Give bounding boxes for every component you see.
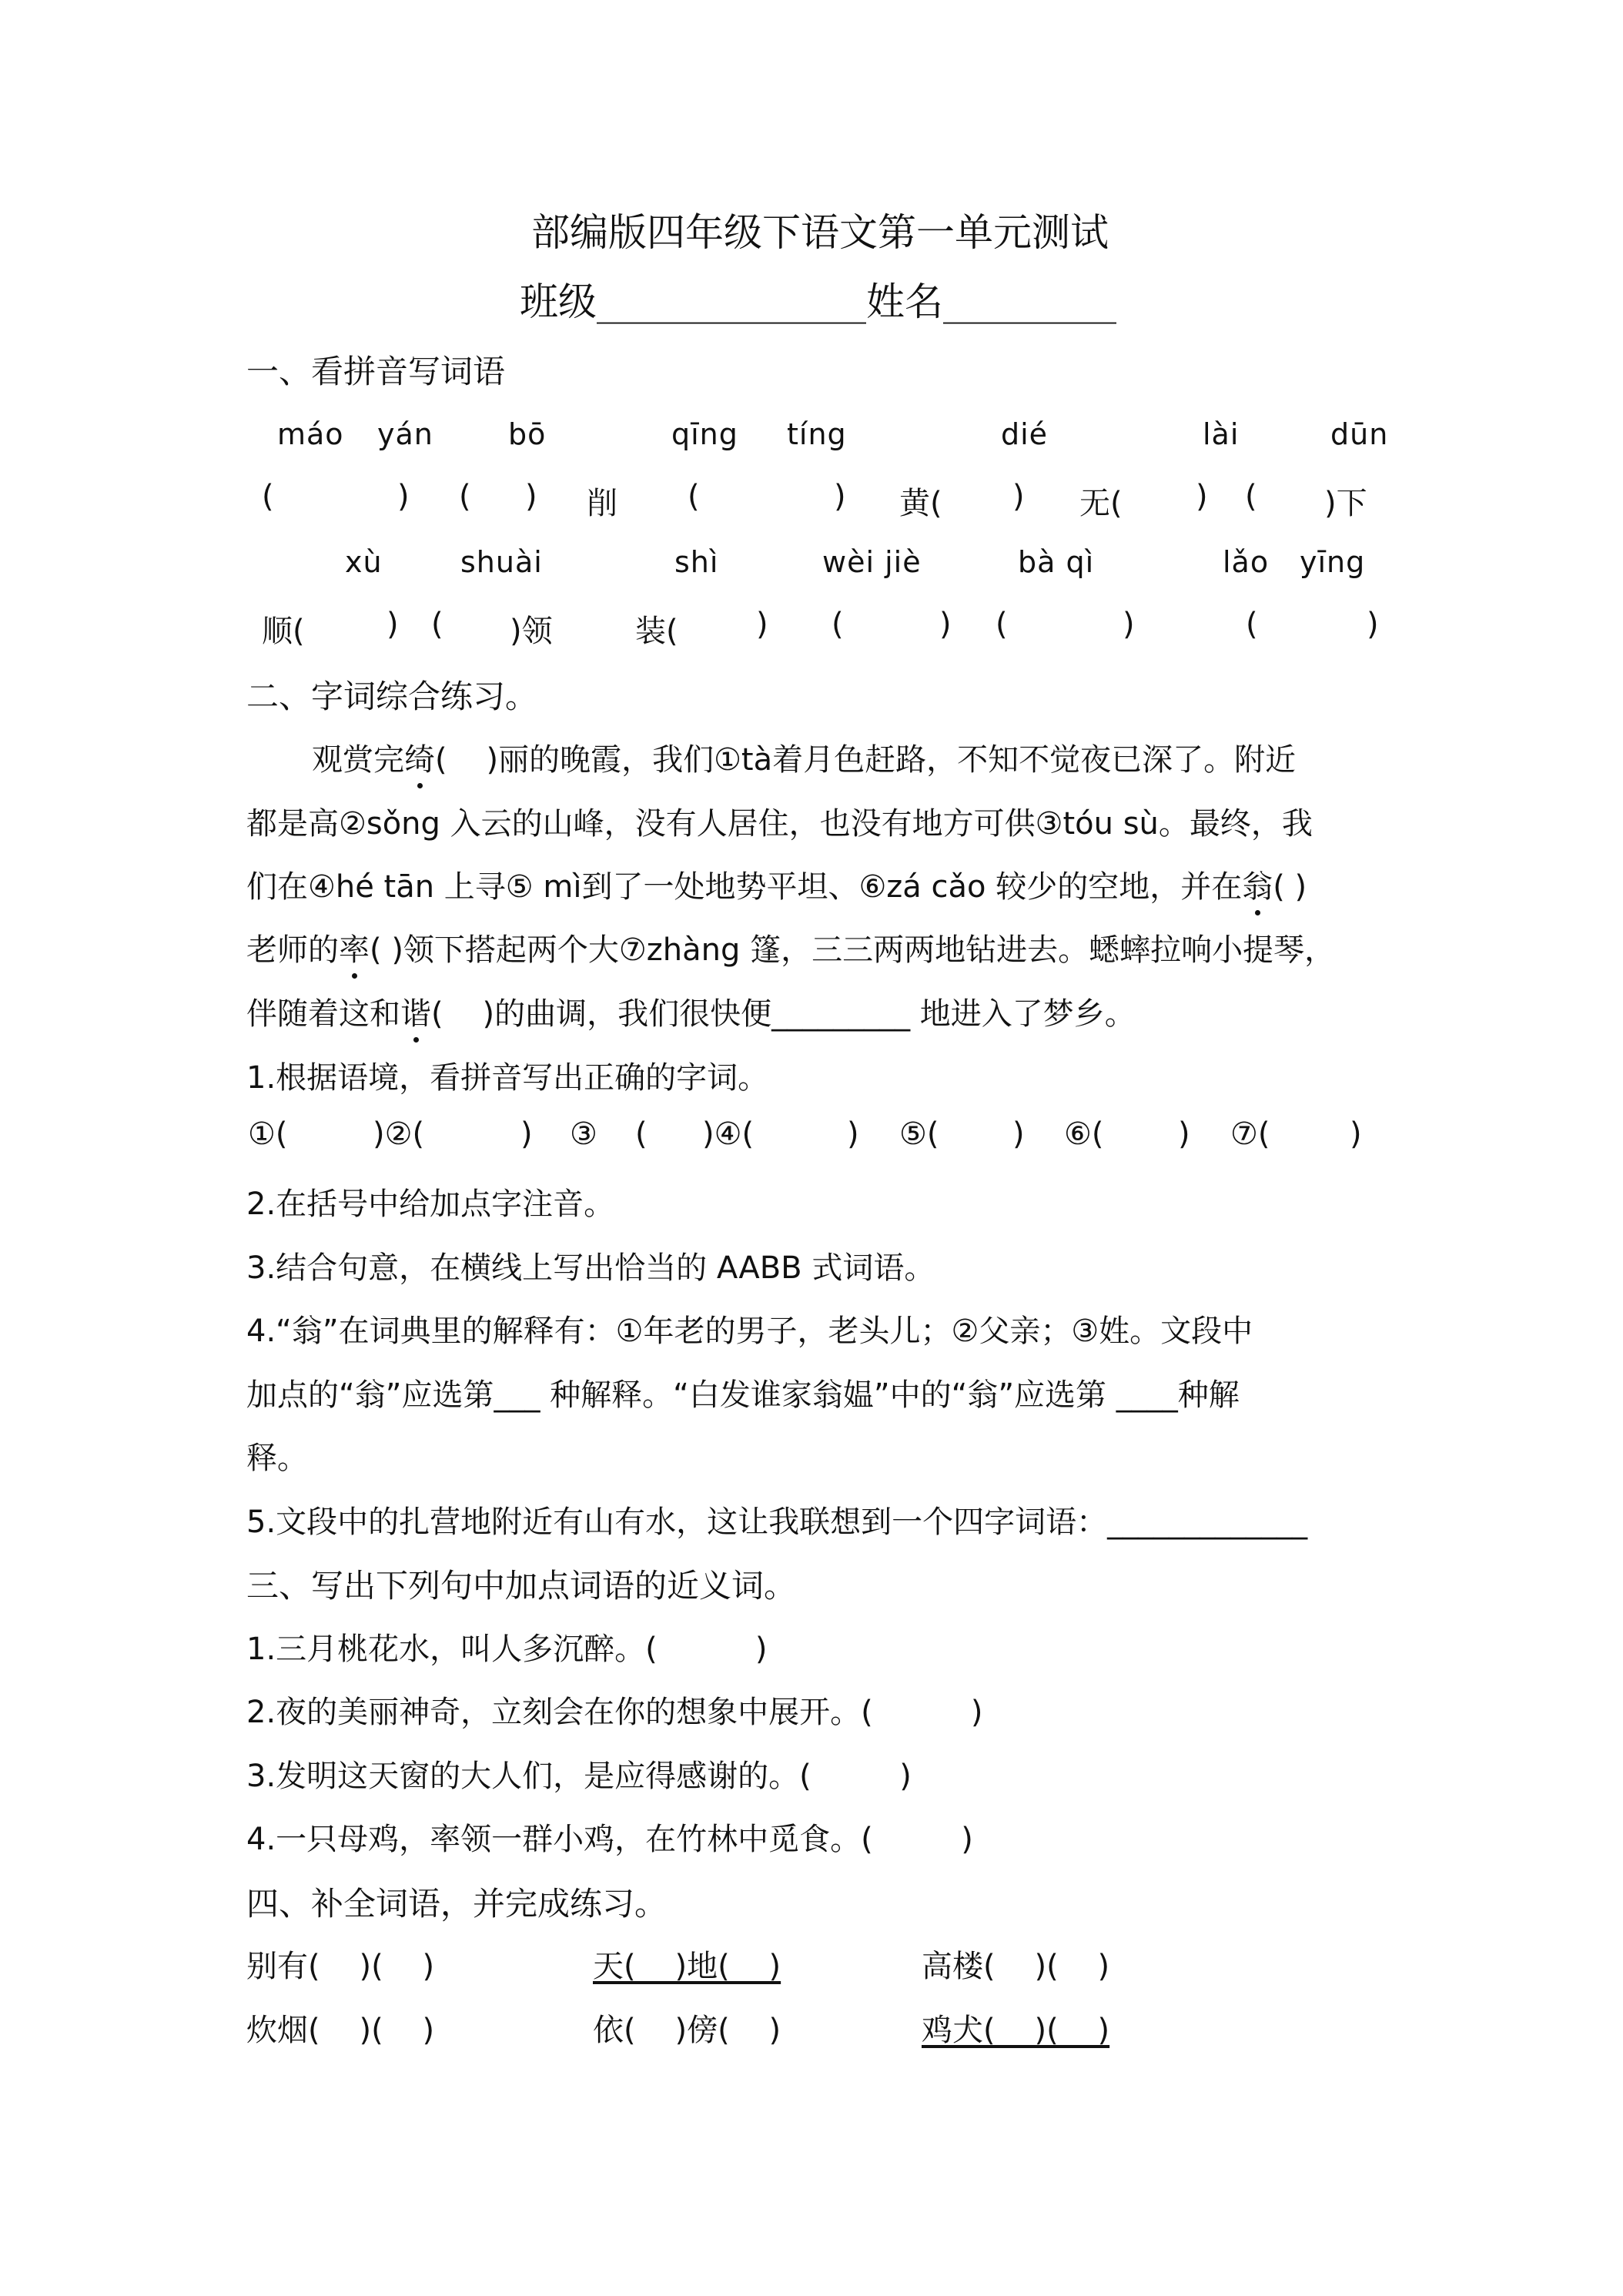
dotted-char: 翁 bbox=[1242, 862, 1273, 906]
answer-paren[interactable]: 。( ) bbox=[830, 1695, 983, 1730]
pinyin: dié bbox=[1001, 417, 1049, 451]
text: 老师的 bbox=[246, 932, 339, 968]
question-3: 3.结合句意，在横线上写出恰当的 AABB 式词语。 bbox=[246, 1250, 935, 1286]
answer-paren[interactable]: ) bbox=[847, 1116, 859, 1152]
section1-heading: 一、看拼音写词语 bbox=[246, 353, 506, 390]
answer-paren[interactable]: ) bbox=[1367, 607, 1379, 642]
pinyin: tíng bbox=[787, 417, 847, 451]
text: ( )丽的晚霞，我们①tà着月色赶路，不知不觉夜已深了。附近 bbox=[435, 742, 1297, 778]
passage-line bbox=[312, 735, 1296, 779]
pinyin: yán bbox=[377, 417, 433, 451]
text: ( )的曲调，我们很快便_________ 地进入了梦乡。 bbox=[431, 996, 1136, 1032]
pinyin: shuài bbox=[460, 545, 543, 579]
synonym-item-2 bbox=[246, 1688, 983, 1732]
question-5: 5.文段中的扎营地附近有山有水，这让我联想到一个四字词语：_____________ bbox=[246, 1504, 1308, 1540]
answer-paren[interactable]: ⑦( bbox=[1230, 1116, 1270, 1152]
pinyin: qīng bbox=[671, 417, 738, 451]
text: ( )领下搭起两个大⑦zhàng 篷，三三两两地钻进去。蟋蟀拉响小提琴， bbox=[370, 932, 1336, 968]
circled-number: ③ bbox=[570, 1116, 597, 1152]
answer-paren[interactable]: ( bbox=[1245, 479, 1257, 514]
class-label: 班级 bbox=[520, 279, 597, 324]
pinyin: yīng bbox=[1300, 545, 1366, 579]
dotted-word: 应得 bbox=[614, 1759, 677, 1794]
answer-paren[interactable]: ⑥( bbox=[1064, 1116, 1104, 1152]
answer-paren[interactable]: ( bbox=[635, 1116, 648, 1152]
text: 3.发明这天窗的大人们，是 bbox=[246, 1759, 615, 1794]
class-blank[interactable]: ______________ bbox=[597, 279, 866, 324]
answer-paren[interactable]: ) bbox=[397, 479, 410, 514]
pinyin: wèi jiè bbox=[822, 545, 922, 579]
synonym-item-3 bbox=[246, 1752, 912, 1796]
passage-line bbox=[246, 925, 1335, 969]
answer-paren[interactable]: ( bbox=[1246, 607, 1258, 642]
section4-heading: 四、补全词语，并完成练习。 bbox=[246, 1885, 668, 1923]
answer-paren[interactable]: ) bbox=[1178, 1116, 1190, 1152]
answer-paren[interactable]: ) bbox=[1012, 479, 1025, 514]
idiom-blank[interactable]: 天( )地( ) bbox=[593, 1949, 781, 1984]
answer-paren[interactable]: ) bbox=[1123, 607, 1135, 642]
idiom-blank[interactable]: 依( )傍( ) bbox=[593, 2013, 781, 2048]
answer-paren[interactable]: 一群小鸡，在竹林中觅食。( ) bbox=[491, 1822, 973, 1857]
word-with-paren[interactable]: )下 bbox=[1324, 486, 1367, 521]
name-label: 姓名 bbox=[866, 279, 943, 324]
answer-paren[interactable]: ) bbox=[1350, 1116, 1362, 1152]
answer-paren[interactable]: 感谢的。( ) bbox=[676, 1759, 912, 1794]
name-blank[interactable]: _________ bbox=[943, 279, 1116, 324]
word-with-paren[interactable]: )领 bbox=[510, 614, 553, 649]
dotted-char: 谐 bbox=[400, 989, 431, 1033]
text: 4.一只母鸡， bbox=[246, 1822, 430, 1857]
question-2: 2.在括号中给加点字注音。 bbox=[246, 1186, 615, 1222]
text: 们在④hé tān 上寻⑤ mì到了一处地势平坦、⑥zá cǎo 较少的空地，并在 bbox=[246, 869, 1243, 905]
word-with-paren[interactable]: 顺( bbox=[262, 614, 305, 649]
question-4-line1: 4.“翁”在词典里的解释有：①年老的男子，老头儿；②父亲；③姓。文段中 bbox=[246, 1314, 1253, 1349]
word-with-paren[interactable]: 黄( bbox=[899, 486, 942, 521]
pinyin: lài bbox=[1203, 417, 1240, 451]
text: 观赏完 bbox=[312, 742, 404, 778]
answer-paren[interactable]: ) bbox=[387, 607, 399, 642]
synonym-item-4 bbox=[246, 1815, 973, 1859]
answer-paren[interactable]: )②( bbox=[373, 1116, 425, 1152]
class-name-line bbox=[520, 271, 1116, 326]
text: 2.夜的美丽神奇，立刻会在你的想象中 bbox=[246, 1695, 769, 1730]
answer-paren[interactable]: ( bbox=[996, 607, 1008, 642]
answer-paren[interactable]: ) bbox=[520, 1116, 533, 1152]
idiom-blank[interactable]: 鸡犬( )( ) bbox=[922, 2013, 1110, 2048]
idiom-blank[interactable]: 高楼( )( ) bbox=[922, 1949, 1110, 1984]
idiom-blank[interactable]: 炊烟( )( ) bbox=[246, 2013, 435, 2048]
dotted-word: 沉醉 bbox=[553, 1632, 615, 1667]
word-char: 削 bbox=[587, 486, 617, 521]
idiom-blank[interactable]: 别有( )( ) bbox=[246, 1949, 435, 1984]
synonym-item-1 bbox=[246, 1625, 768, 1668]
question-1: 1.根据语境，看拼音写出正确的字词。 bbox=[246, 1060, 769, 1096]
pinyin: dūn bbox=[1330, 417, 1389, 451]
word-with-paren[interactable]: 无( bbox=[1079, 486, 1123, 521]
answer-paren[interactable]: ( bbox=[431, 607, 443, 642]
passage-line: 都是高②sǒng 入云的山峰，没有人居住，也没有地方可供③tóu sù。最终，我 bbox=[246, 806, 1313, 842]
pinyin: máo bbox=[277, 417, 344, 451]
section3-heading: 三、写出下列句中加点词语的近义词。 bbox=[246, 1567, 797, 1605]
answer-paren[interactable]: ( bbox=[459, 479, 471, 514]
pinyin: shì bbox=[674, 545, 719, 579]
answer-paren[interactable]: ) bbox=[1012, 1116, 1025, 1152]
page-title: 部编版四年级下语文第一单元测试 bbox=[531, 210, 1109, 255]
answer-paren[interactable]: ) bbox=[1196, 479, 1208, 514]
word-with-paren[interactable]: 装( bbox=[635, 614, 678, 649]
dotted-char: 绮 bbox=[404, 735, 435, 779]
answer-paren[interactable]: ⑤( bbox=[899, 1116, 939, 1152]
answer-paren[interactable]: ( bbox=[688, 479, 700, 514]
answer-paren[interactable]: ) bbox=[834, 479, 846, 514]
question-4-line3: 释。 bbox=[246, 1441, 308, 1476]
section2-heading: 二、字词综合练习。 bbox=[246, 678, 538, 715]
pinyin: bō bbox=[508, 417, 547, 451]
answer-paren[interactable]: )④( bbox=[702, 1116, 755, 1152]
answer-paren[interactable]: 。( ) bbox=[614, 1632, 768, 1667]
pinyin: xù bbox=[345, 545, 383, 579]
pinyin: lǎo bbox=[1223, 545, 1270, 579]
dotted-word: 率领 bbox=[430, 1822, 492, 1857]
text: 伴随着这和 bbox=[246, 996, 400, 1032]
pinyin: bà qì bbox=[1018, 545, 1095, 579]
text: 1.三月桃花水，叫人多 bbox=[246, 1632, 554, 1667]
text: ( ) bbox=[1273, 869, 1307, 905]
answer-paren[interactable]: ①( bbox=[248, 1116, 288, 1152]
answer-paren[interactable]: ( bbox=[262, 479, 274, 514]
answer-paren[interactable]: ) bbox=[756, 607, 768, 642]
answer-paren[interactable]: ) bbox=[525, 479, 537, 514]
passage-line bbox=[246, 862, 1307, 906]
answer-paren[interactable]: ( bbox=[832, 607, 844, 642]
question-4-line2: 加点的“翁”应选第___ 种解释。“白发谁家翁媪”中的“翁”应选第 ____种解 bbox=[246, 1377, 1240, 1413]
answer-paren[interactable]: ) bbox=[939, 607, 952, 642]
passage-line bbox=[246, 989, 1136, 1033]
dotted-char: 率 bbox=[339, 925, 370, 969]
dotted-word: 展开 bbox=[768, 1695, 831, 1730]
